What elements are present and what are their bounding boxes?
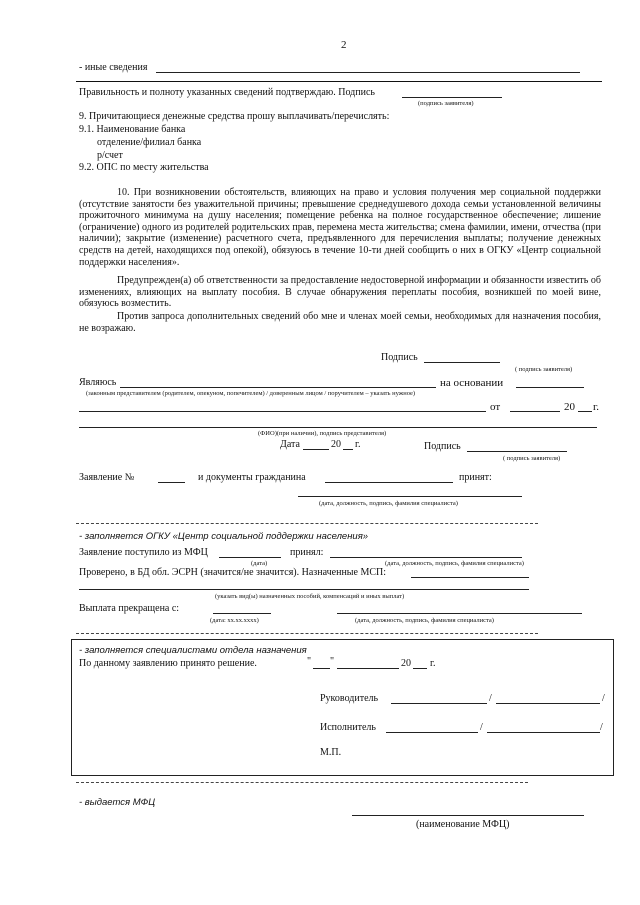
representative-year: 20: [564, 401, 575, 413]
application-number-line[interactable]: [158, 482, 185, 483]
confirm-caption: (подпись заявителя): [418, 100, 474, 107]
dept-executor-label: Исполнитель: [320, 722, 376, 733]
application-accepted: принят:: [459, 472, 492, 483]
dept-head-sign-line[interactable]: [391, 703, 487, 704]
ogku-types-caption: (указать вид(ы) назначенных пособий, компенсаций и иных выплат): [215, 593, 405, 600]
rep-date-line[interactable]: [303, 449, 329, 450]
dept-year-suffix: г.: [430, 658, 436, 669]
dept-year: 20: [401, 658, 411, 669]
confirm-text: Правильность и полноту указанных сведений подтверждаю. Подпись: [79, 87, 375, 98]
representative-fio-line[interactable]: [79, 427, 597, 428]
ogku-spec-caption: (дата, должность, подпись, фамилия специалиста): [385, 560, 524, 567]
representative-basis-line[interactable]: [516, 387, 584, 388]
application-citizen-line[interactable]: [325, 482, 453, 483]
item9-ops: 9.2. ОПС по месту жительства: [79, 162, 209, 173]
dashed-separator-1: [76, 523, 538, 524]
other-info-label: - иные сведения: [79, 62, 148, 73]
ogku-received: Заявление поступило из МФЦ: [79, 547, 208, 558]
dept-quote-open: ": [307, 656, 312, 667]
item10-text: 10. При возникновении обстоятельств, влияющих на право и условия получения мер социальной поддержки (отсутствие занятости без уважительной причины; превышение среднедушевого дохода семьи установленной величины прожиточного минимума на душу населения; помещение ребенка на полное государственное обеспечение; лишение (ограничение) одного из родителей родительских прав, перемена места жительства; смена фамилии, имени, отчества (при наличии); закрытие (изменение) расчетного счета, предъявленного для перечисления выплаты; получение денежных средств на детей, находящихся под опекой), обязуюсь в течение 10-ти дней сообщить о них в ОГКУ «Центр социальной поддержки населения».: [79, 187, 601, 268]
application-spec-line[interactable]: [298, 496, 522, 497]
item10-warned: Предупрежден(а) об ответственности за предоставление недостоверной информации и обязанности известить об изменениях, влияющих на выплату пособия. В случае обнаружения переплаты пособия, возникшей по моей вине, обязуюсь возместить.: [79, 275, 601, 310]
other-info-line[interactable]: [156, 72, 580, 73]
dept-head-slash-end: /: [602, 693, 605, 704]
representative-year-suffix: г.: [593, 401, 600, 413]
item9-branch: отделение/филиал банка: [97, 137, 202, 148]
application-label: Заявление №: [79, 472, 135, 483]
rep-date-label: Дата: [280, 439, 300, 450]
dept-head-slash: /: [489, 693, 492, 704]
item9-bank: 9.1. Наименование банка: [79, 124, 186, 135]
signature1-label: Подпись: [381, 352, 418, 363]
page-number: 2: [341, 39, 347, 51]
dept-executor-slash-end: /: [600, 722, 603, 733]
dept-executor-sign-line[interactable]: [386, 732, 478, 733]
dept-stamp: М.П.: [320, 747, 342, 758]
mfc-header: - выдается МФЦ: [79, 797, 156, 808]
ogku-checked-line[interactable]: [411, 577, 529, 578]
representative-based-on: на основании: [440, 377, 504, 389]
representative-from: от: [490, 401, 501, 413]
dept-decision: По данному заявлению принято решение.: [79, 658, 257, 669]
mfc-name-line[interactable]: [352, 815, 584, 816]
ogku-stopped-spec-line[interactable]: [337, 613, 582, 614]
dashed-separator-2: [76, 633, 538, 634]
rep-date-year-line[interactable]: [343, 449, 353, 450]
signature1-line[interactable]: [424, 362, 500, 363]
rep-sign-label: Подпись: [424, 441, 461, 452]
rep-sign-caption: ( подпись заявителя): [503, 455, 561, 462]
representative-type-line[interactable]: [120, 387, 436, 388]
dept-head-label: Руководитель: [320, 693, 379, 704]
ogku-stopped: Выплата прекращена с:: [79, 603, 180, 614]
ogku-stopped-spec-caption: (дата, должность, подпись, фамилия специалиста): [355, 617, 494, 624]
dept-head-name-line[interactable]: [496, 703, 600, 704]
item10-no-objection: Против запроса дополнительных сведений обо мне и членах моей семьи, необходимых для назначения пособия, не возражаю.: [79, 311, 601, 334]
item9-title: 9. Причитающиеся денежные средства прошу выплачивать/перечислять:: [79, 111, 390, 122]
rep-date-suffix: г.: [355, 439, 361, 450]
mfc-caption: (наименование МФЦ): [416, 819, 510, 830]
representative-being: Являюсь: [79, 377, 117, 388]
dept-year-line[interactable]: [413, 668, 427, 669]
application-docs: и документы гражданина: [198, 472, 306, 483]
ogku-received-spec-line[interactable]: [330, 557, 522, 558]
representative-doc-line[interactable]: [79, 411, 486, 412]
ogku-received-date-line[interactable]: [219, 557, 281, 558]
dashed-separator-3: [76, 782, 528, 783]
rep-date-year: 20: [331, 439, 341, 450]
ogku-types-line[interactable]: [79, 589, 529, 590]
dept-header: - заполняется специалистами отдела назначения: [79, 645, 307, 656]
rep-sign-line[interactable]: [467, 451, 567, 452]
separator-top: [76, 81, 602, 82]
representative-year-line[interactable]: [578, 411, 592, 412]
dept-executor-slash: /: [480, 722, 483, 733]
representative-caption: (законным представителем (родителем, опекуном, попечителем) / доверенным лицом / поручителем – указать нужное): [86, 390, 416, 397]
dept-quote-close: ": [330, 656, 335, 667]
ogku-header: - заполняется ОГКУ «Центр социальной поддержки населения»: [79, 531, 369, 542]
dept-month-line[interactable]: [337, 668, 399, 669]
item9-account: р/счет: [97, 150, 123, 161]
dept-day-line[interactable]: [313, 668, 330, 669]
ogku-stopped-date-line[interactable]: [213, 613, 271, 614]
dept-executor-name-line[interactable]: [487, 732, 600, 733]
signature1-caption: ( подпись заявителя): [515, 366, 573, 373]
ogku-checked: Проверено, в БД обл. ЭСРН (значится/не значится). Назначенные МСП:: [79, 567, 387, 578]
confirm-signature-line[interactable]: [402, 97, 502, 98]
ogku-date-caption: (дата): [251, 560, 268, 567]
ogku-received-accepted: принял:: [290, 547, 324, 558]
representative-fio-caption: (ФИО)(при наличии), подпись представителя): [258, 430, 387, 437]
representative-from-line[interactable]: [510, 411, 560, 412]
application-caption: (дата, должность, подпись, фамилия специалиста): [319, 500, 458, 507]
ogku-stopped-caption: (дата: хх.хх.хххх): [210, 617, 259, 624]
